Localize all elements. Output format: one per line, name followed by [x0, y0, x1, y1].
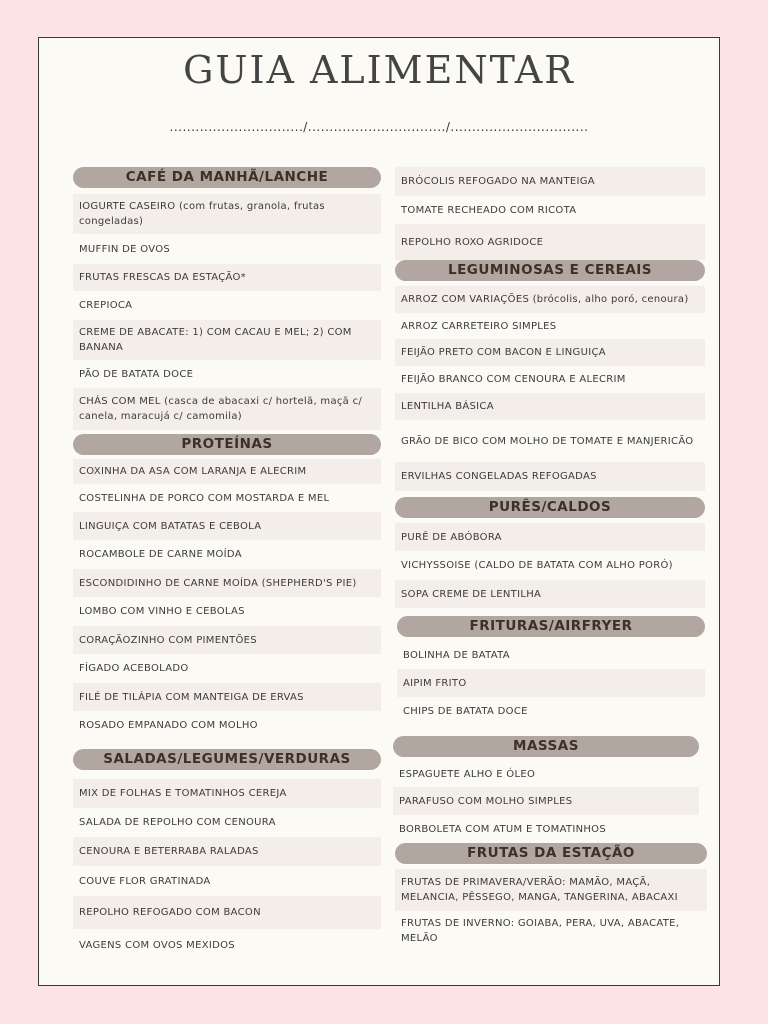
section-massas	[393, 736, 699, 843]
section-heading: PURÊS/CALDOS	[395, 497, 705, 518]
list-item: SOPA CREME DE LENTILHA	[395, 580, 705, 608]
list-item: FRUTAS FRESCAS DA ESTAÇÃO*	[73, 264, 381, 291]
guide-card	[38, 37, 720, 986]
list-item: COUVE FLOR GRATINADA	[79, 875, 211, 887]
page-title: GUIA ALIMENTAR	[183, 48, 575, 92]
list-item: LOMBO COM VINHO E CEBOLAS	[79, 606, 245, 617]
list-item: CENOURA E BETERRABA RALADAS	[73, 837, 381, 866]
list-item: REPOLHO REFOGADO COM BACON	[73, 896, 381, 929]
list-item: ESCONDIDINHO DE CARNE MOÍDA (SHEPHERD'S PIE)	[73, 569, 381, 597]
section-leguminosas	[395, 260, 705, 491]
section-heading: FRITURAS/AIRFRYER	[397, 616, 705, 637]
list-item: FILÉ DE TILÁPIA COM MANTEIGA DE ERVAS	[73, 683, 381, 711]
list-item: FRUTAS DE PRIMAVERA/VERÃO: MAMÃO, MAÇÃ, MELANCIA, PÊSSEGO, MANGA, TANGERINA, ABACAXI	[395, 869, 707, 911]
list-item: CORAÇÃOZINHO COM PIMENTÕES	[73, 626, 381, 654]
list-item: ROCAMBOLE DE CARNE MOÍDA	[79, 549, 242, 560]
section-cafe	[73, 167, 381, 430]
list-item: CHÁS COM MEL (casca de abacaxi c/ hortelã, maçã c/ canela, maracujá c/ camomila)	[73, 388, 381, 430]
list-item: SALADA DE REPOLHO COM CENOURA	[79, 817, 276, 828]
list-item: PÃO DE BATATA DOCE	[79, 368, 194, 380]
section-frutas	[395, 843, 707, 951]
list-item: ESPAGUETE ALHO E ÓLEO	[399, 768, 536, 780]
list-item: ROSADO EMPANADO COM MOLHO	[79, 720, 258, 731]
list-item: FEIJÃO BRANCO COM CENOURA E ALECRIM	[401, 374, 626, 385]
list-item: REPOLHO ROXO AGRIDOCE	[395, 224, 705, 260]
section-frituras	[397, 616, 705, 726]
list-item: VAGENS COM OVOS MEXIDOS	[79, 940, 235, 951]
list-item: TOMATE RECHEADO COM RICOTA	[401, 204, 577, 216]
left-column	[73, 165, 381, 962]
list-item: PURÊ DE ABÓBORA	[395, 523, 705, 551]
right-column	[395, 165, 705, 951]
list-item: FEIJÃO PRETO COM BACON E LINGUIÇA	[395, 339, 705, 366]
list-item: BRÓCOLIS REFOGADO NA MANTEIGA	[395, 167, 705, 196]
section-heading: PROTEÍNAS	[73, 434, 381, 455]
list-item: CREME DE ABACATE: 1) COM CACAU E MEL; 2) COM BANANA	[73, 320, 381, 360]
list-item: COSTELINHA DE PORCO COM MOSTARDA E MEL	[79, 492, 330, 504]
list-item: GRÃO DE BICO COM MOLHO DE TOMATE E MANJERICÃO	[401, 435, 694, 447]
list-item: CREPIOCA	[79, 300, 133, 311]
list-item: ARROZ COM VARIAÇÕES (brócolis, alho poró, cenoura)	[395, 286, 705, 313]
list-item: AIPIM FRITO	[397, 669, 705, 697]
section-saladas	[73, 749, 381, 962]
list-item: BOLINHA DE BATATA	[403, 649, 510, 661]
date-line: .............................../................................/................................	[169, 120, 589, 134]
list-item: MUFFIN DE OVOS	[79, 243, 171, 255]
list-item: IOGURTE CASEIRO (com frutas, granola, frutas congeladas)	[73, 194, 381, 234]
section-heading: MASSAS	[393, 736, 699, 757]
list-item: ERVILHAS CONGELADAS REFOGADAS	[395, 462, 705, 491]
section-proteinas	[73, 434, 381, 740]
list-item: MIX DE FOLHAS E TOMATINHOS CEREJA	[73, 779, 381, 808]
list-item: CHIPS DE BATATA DOCE	[403, 706, 528, 717]
list-item: VICHYSSOISE (CALDO DE BATATA COM ALHO PORÓ)	[401, 560, 673, 571]
section-heading: LEGUMINOSAS E CEREAIS	[395, 260, 705, 281]
list-item: FÍGADO ACEBOLADO	[79, 663, 189, 674]
list-item: FRUTAS DE INVERNO: GOIABA, PERA, UVA, ABACATE, MELÃO	[401, 918, 680, 944]
list-item: COXINHA DA ASA COM LARANJA E ALECRIM	[73, 459, 381, 484]
list-item: LINGUIÇA COM BATATAS E CEBOLA	[73, 512, 381, 540]
list-item: ARROZ CARRETEIRO SIMPLES	[401, 320, 557, 332]
section-heading: CAFÉ DA MANHÃ/LANCHE	[73, 167, 381, 188]
list-item: LENTILHA BÁSICA	[395, 393, 705, 420]
section-heading: FRUTAS DA ESTAÇÃO	[395, 843, 707, 864]
list-item: BORBOLETA COM ATUM E TOMATINHOS	[399, 823, 607, 835]
list-item: PARAFUSO COM MOLHO SIMPLES	[393, 787, 699, 815]
section-pures	[395, 497, 705, 608]
section-heading: SALADAS/LEGUMES/VERDURAS	[73, 749, 381, 770]
